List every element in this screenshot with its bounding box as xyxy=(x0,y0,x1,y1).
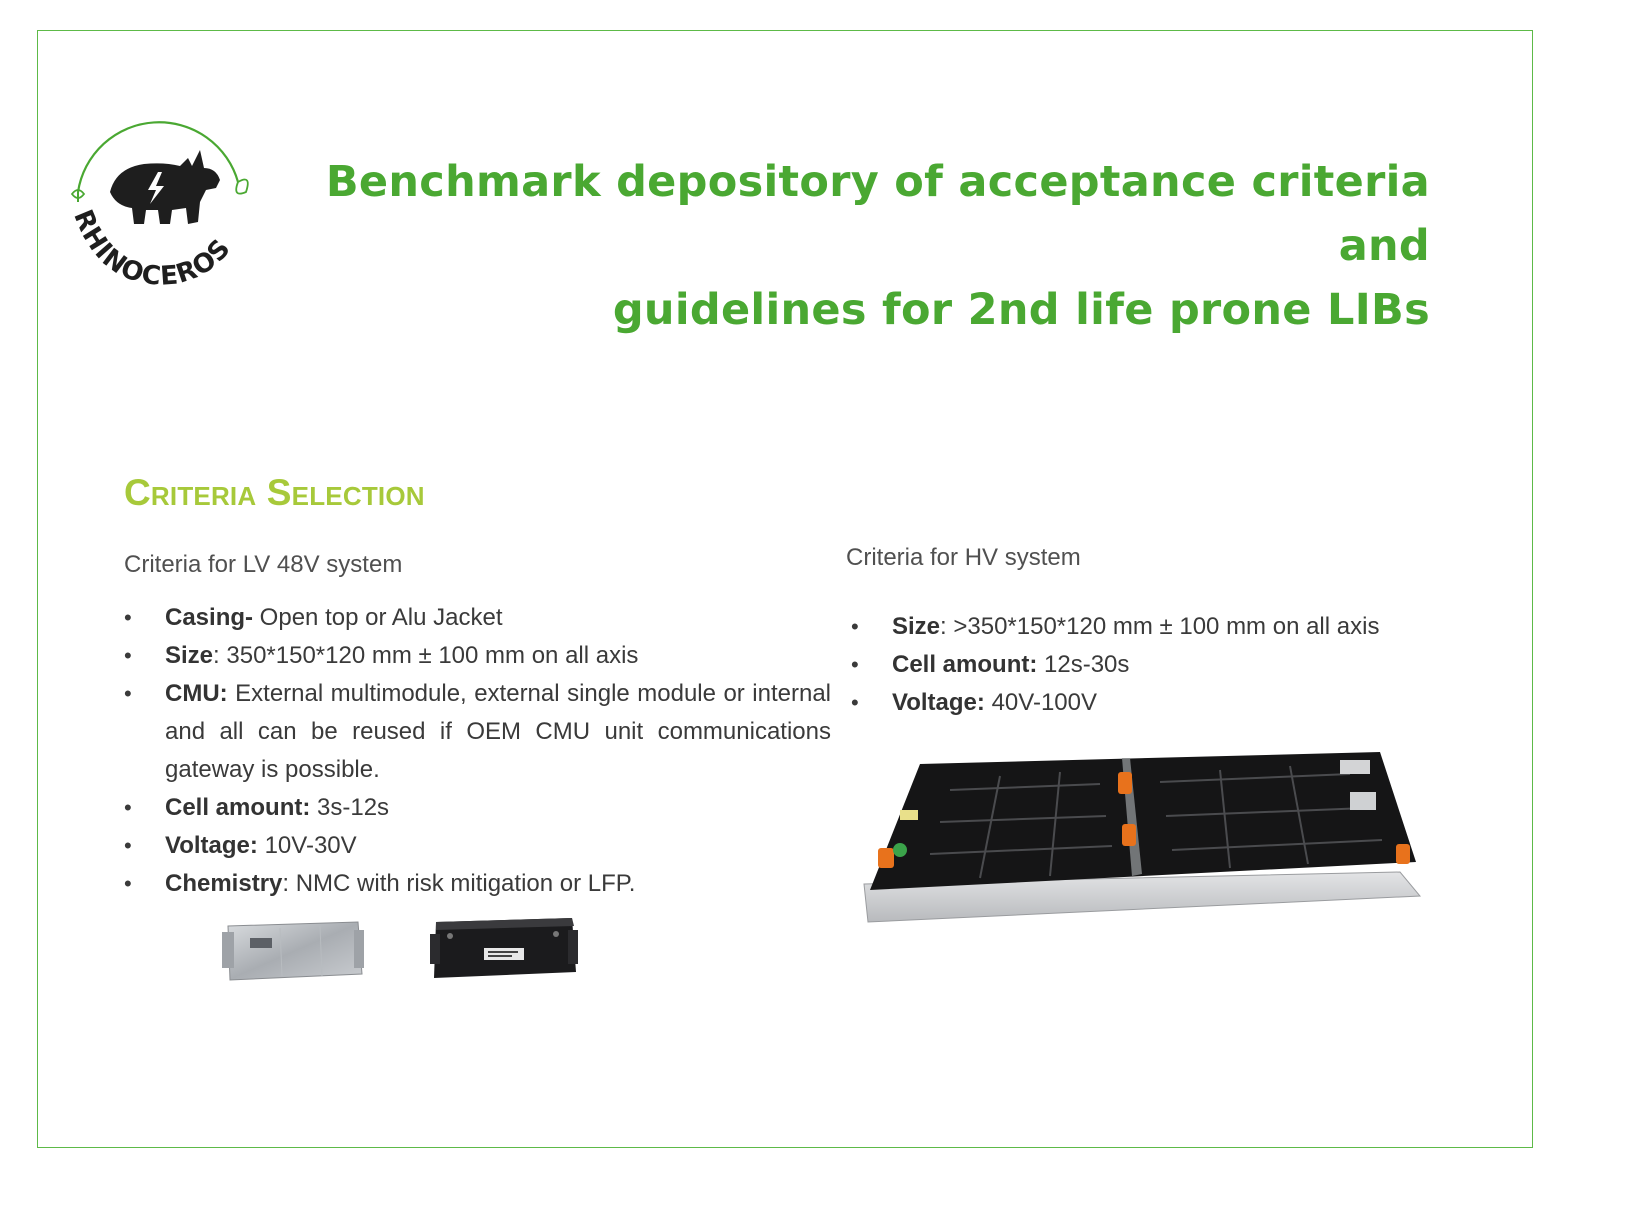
list-item: • Casing- Open top or Alu Jacket xyxy=(124,599,831,637)
title-line-1: Benchmark depository of acceptance criteria and xyxy=(325,157,1430,271)
rhino-icon xyxy=(110,150,220,224)
logo-wordmark: RHINOCEROS xyxy=(67,205,238,292)
lv-criteria-list xyxy=(124,599,831,903)
lv-black-module-image xyxy=(428,912,580,984)
hv-battery-pack-image xyxy=(860,746,1426,928)
section-heading: Criteria Selection xyxy=(124,472,425,513)
rhinoceros-logo xyxy=(60,106,256,296)
hv-criteria-title: Criteria for HV system xyxy=(846,544,1081,571)
list-item: • Voltage: 10V-30V xyxy=(124,827,831,865)
list-item: • Size: >350*150*120 mm ± 100 mm on all axis xyxy=(851,608,1491,646)
title-line-2: guidelines for 2nd life prone LIBs xyxy=(612,285,1430,335)
list-item: • Size: 350*150*120 mm ± 100 mm on all axis xyxy=(124,637,831,675)
list-item: • CMU: External multimodule, external single module or internal and all can be reused if OEM CMU unit communications gateway is possible. xyxy=(124,675,831,789)
hv-criteria-list xyxy=(851,608,1491,722)
list-item: • Cell amount: 3s-12s xyxy=(124,789,831,827)
lv-alu-module-image xyxy=(220,918,366,984)
list-item: • Chemistry: NMC with risk mitigation or LFP. xyxy=(124,865,831,903)
lv-criteria-title: Criteria for LV 48V system xyxy=(124,551,403,578)
page-title xyxy=(300,150,1430,342)
list-item: • Cell amount: 12s-30s xyxy=(851,646,1491,684)
list-item: • Voltage: 40V-100V xyxy=(851,684,1491,722)
